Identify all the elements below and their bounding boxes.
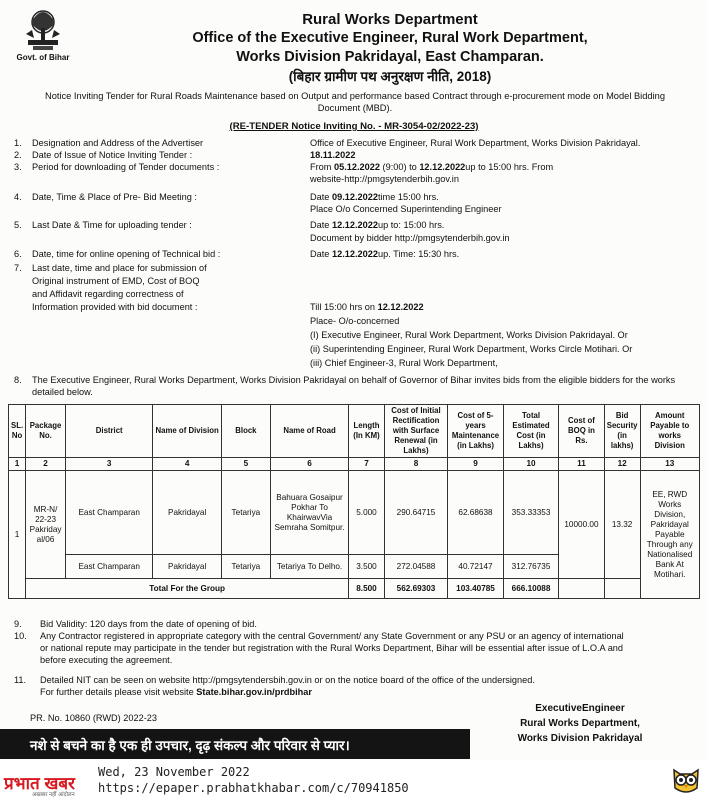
- pr-number: PR. No. 10860 (RWD) 2022-23: [30, 713, 157, 723]
- item-text: Bid Validity: 120 days from the date of opening of bid.: [40, 619, 257, 629]
- item-number: 6.: [14, 249, 22, 259]
- block-cell: Tetariya: [221, 471, 270, 555]
- district-cell: East Champaran: [65, 471, 153, 555]
- item-label-line3: and Affidavit regarding correctness of: [32, 289, 184, 299]
- column-number: 7: [349, 458, 385, 471]
- road-cell: Bahuara Gosaipur Pokhar To KhairwavVia Semraha Somitpur.: [270, 471, 348, 555]
- division-cell: Pakridayal: [153, 555, 221, 579]
- item-number: 11.: [14, 675, 27, 685]
- column-number: 8: [384, 458, 447, 471]
- item-number: 8.: [14, 375, 22, 385]
- item-text-line3: before executing the agreement.: [40, 655, 173, 665]
- column-number: 12: [604, 458, 640, 471]
- department-title: Rural Works Department: [302, 11, 478, 28]
- payable-cell: EE, RWD Works Division, Pakridayal Payable Through any Nationalised Bank At Motihari.: [640, 471, 699, 599]
- govt-label: Govt. of Bihar: [16, 53, 70, 62]
- item-number: 5.: [14, 220, 22, 230]
- item-value: From 05.12.2022 (9:00) to 12.12.2022up to 15:00 hrs. From: [310, 162, 554, 172]
- item-value-line2: website-http://pmgsytenderbih.gov.in: [310, 174, 459, 184]
- total-maintenance: 103.40785: [448, 579, 504, 599]
- item-number: 1.: [14, 138, 22, 148]
- length-cell: 5.000: [349, 471, 385, 555]
- table-header: SL. No: [9, 405, 26, 458]
- owl-icon: [670, 764, 702, 801]
- item-value-line2: Document by bidder http://pmgsytenderbih.gov.in: [310, 233, 510, 243]
- column-number: 1: [9, 458, 26, 471]
- signature-department: Rural Works Department,: [520, 718, 640, 729]
- item-number: 9.: [14, 619, 22, 629]
- banner-text: नशे से बचने का है एक ही उपचार, दृढ़ संकल्प और परिवार से प्यार।: [30, 738, 350, 753]
- maintenance-cost-cell: 62.68638: [448, 471, 504, 555]
- bodhi-tree-emblem-icon: [20, 8, 66, 52]
- signature-division: Works Division Pakridayal: [517, 733, 643, 744]
- newspaper-tagline: अखबार नहीं आंदोलन: [32, 792, 75, 798]
- item-label: Last Date & Time for uploading tender :: [32, 220, 192, 230]
- website-link[interactable]: State.bihar.gov.in/prdbihar: [196, 687, 312, 697]
- table-header: Cost of 5-years Maintenance (in Lakhs): [448, 405, 504, 458]
- header: [80, 10, 700, 86]
- total-row: [9, 579, 700, 599]
- total-cost-cell: 353.33353: [503, 471, 558, 555]
- signature-block: [480, 701, 680, 746]
- sl-cell: 1: [9, 471, 26, 599]
- item-value-line5: (iii) Chief Engineer-3, Rural Work Department,: [310, 358, 498, 368]
- item-value-line2: Place O/o Concerned Superintending Engineer: [310, 204, 502, 214]
- item-number: 7.: [14, 263, 22, 273]
- column-number: 11: [559, 458, 605, 471]
- total-rectification: 562.69303: [384, 579, 447, 599]
- district-cell: East Champaran: [65, 555, 153, 579]
- office-title: Office of the Executive Engineer, Rural Work Department,: [192, 30, 588, 46]
- column-number: 6: [270, 458, 348, 471]
- division-cell: Pakridayal: [153, 471, 221, 555]
- table-header-row: [9, 405, 700, 458]
- package-cell: MR-N/ 22-23 Pakriday al/06: [26, 471, 66, 579]
- item-number: 10.: [14, 631, 27, 641]
- column-number: 9: [448, 458, 504, 471]
- table-header: Total Estimated Cost (in Lakhs): [503, 405, 558, 458]
- empty-cell: [604, 579, 640, 599]
- table-header: Amount Payable to works Division: [640, 405, 699, 458]
- item-label: Date of Issue of Notice Inviting Tender :: [32, 150, 193, 160]
- column-number: 5: [221, 458, 270, 471]
- item-text-line1: Detailed NIT can be seen on website http://pmgsytendersbih.gov.in or on the notice board of the office of the undersigned.: [40, 675, 535, 685]
- column-number: 10: [503, 458, 558, 471]
- notice-text: Notice Inviting Tender for Rural Roads Maintenance based on Output and performance based Contract through e-procurement mode on Model Bidding Document (MBD).: [45, 91, 665, 113]
- table-header: District: [65, 405, 153, 458]
- item-label: Date, Time & Place of Pre- Bid Meeting :: [32, 192, 197, 202]
- item-label: The Executive Engineer, Rural Works Department, Works Division Pakridayal on behalf of Governor of Bihar invites bids from the eligible bidders for the works detailed below.: [32, 375, 676, 397]
- total-label: Total For the Group: [26, 579, 349, 599]
- item-value-line3: (I) Executive Engineer, Rural Work Department, Works Division Pakridayal. Or: [310, 330, 628, 340]
- length-cell: 3.500: [349, 555, 385, 579]
- awareness-banner: [0, 729, 470, 759]
- item-text-line2: For further details please visit website State.bihar.gov.in/prdbihar: [40, 687, 312, 697]
- total-length: 8.500: [349, 579, 385, 599]
- division-title: Works Division Pakridayal, East Champaran.: [236, 49, 544, 65]
- item-text-line2: or national repute may participate in the tender but registration with the Rural Works Department, Bihar will be essential after issue of L.O.A and: [40, 643, 624, 653]
- item-value: Office of Executive Engineer, Rural Work Department, Works Division Pakridayal.: [310, 138, 641, 148]
- block-cell: Tetariya: [221, 555, 270, 579]
- boq-cost-cell: 10000.00: [559, 471, 605, 579]
- column-number: 13: [640, 458, 699, 471]
- newspaper-brand: प्रभात खबर: [4, 774, 76, 793]
- item-label: Designation and Address of the Advertiser: [32, 138, 204, 148]
- publication-date: Wed, 23 November 2022: [98, 765, 250, 779]
- column-number-row: [9, 458, 700, 471]
- item-label-line2: Original instrument of EMD, Cost of BOQ: [32, 276, 200, 286]
- item-7: [0, 262, 708, 374]
- item-label: Period for downloading of Tender documents :: [32, 162, 220, 172]
- retender-number: (RE-TENDER Notice Inviting No. - MR-3054-02/2022-23): [229, 121, 479, 132]
- table-header: Cost of Initial Rectification with Surface Renewal (in Lakhs): [384, 405, 447, 458]
- total-cost-cell: 312.76735: [503, 555, 558, 579]
- item-label-line1: Last date, time and place for submission of: [32, 263, 207, 273]
- item-value: Till 15:00 hrs on 12.12.2022: [310, 302, 424, 312]
- item-number: 3.: [14, 162, 22, 172]
- table-header: Name of Road: [270, 405, 348, 458]
- item-text-line1: Any Contractor registered in appropriate category with the central Government/ any State Government or any PSU or an agency of international: [40, 631, 624, 641]
- item-5: [0, 219, 708, 245]
- rectification-cost-cell: 272.04588: [384, 555, 447, 579]
- road-cell: Tetariya To Delho.: [270, 555, 348, 579]
- column-number: 2: [26, 458, 66, 471]
- item-label: Date, time for online opening of Technical bid :: [32, 249, 221, 259]
- column-number: 4: [153, 458, 221, 471]
- item-number: 4.: [14, 192, 22, 202]
- table-header: Block: [221, 405, 270, 458]
- item-label-line4: Information provided with bid document :: [32, 302, 198, 312]
- item-value: Date 12.12.2022up to: 15:00 hrs.: [310, 220, 445, 230]
- item-value: Date 12.12.2022up. Time: 15:30 hrs.: [310, 249, 460, 259]
- item-value: 18.11.2022: [310, 150, 356, 160]
- item-value-line2: Place- O/o-concerned: [310, 316, 400, 326]
- policy-title: (बिहार ग्रामीण पथ अनुरक्षण नीति, 2018): [288, 69, 492, 84]
- empty-cell: [559, 579, 605, 599]
- total-cost: 666.10088: [503, 579, 558, 599]
- table-row: [9, 471, 700, 555]
- item-10: [14, 630, 694, 670]
- newspaper-logo[interactable]: [4, 771, 76, 798]
- bid-security-cell: 13.32: [604, 471, 640, 579]
- table-header: Bid Security (in lakhs): [604, 405, 640, 458]
- item-value-line4: (ii) Superintending Engineer, Rural Work Department, Works Circle Motihari. Or: [310, 344, 633, 354]
- rectification-cost-cell: 290.64715: [384, 471, 447, 555]
- item-3: [0, 161, 708, 187]
- table-header: Name of Division: [153, 405, 221, 458]
- tender-table: [8, 404, 700, 599]
- item-11: [14, 674, 694, 700]
- item-number: 2.: [14, 150, 22, 160]
- bihar-emblem: [12, 8, 74, 62]
- table-header: Length (In KM): [349, 405, 385, 458]
- signature-title: ExecutiveEngineer: [535, 703, 625, 714]
- maintenance-cost-cell: 40.72147: [448, 555, 504, 579]
- item-4: [0, 191, 708, 217]
- epaper-url[interactable]: https://epaper.prabhatkhabar.com/c/70941850: [98, 781, 409, 795]
- table-header: Cost of BOQ in Rs.: [559, 405, 605, 458]
- column-number: 3: [65, 458, 153, 471]
- table-header: Package No.: [26, 405, 66, 458]
- item-value: Date 09.12.2022time 15:00 hrs.: [310, 192, 439, 202]
